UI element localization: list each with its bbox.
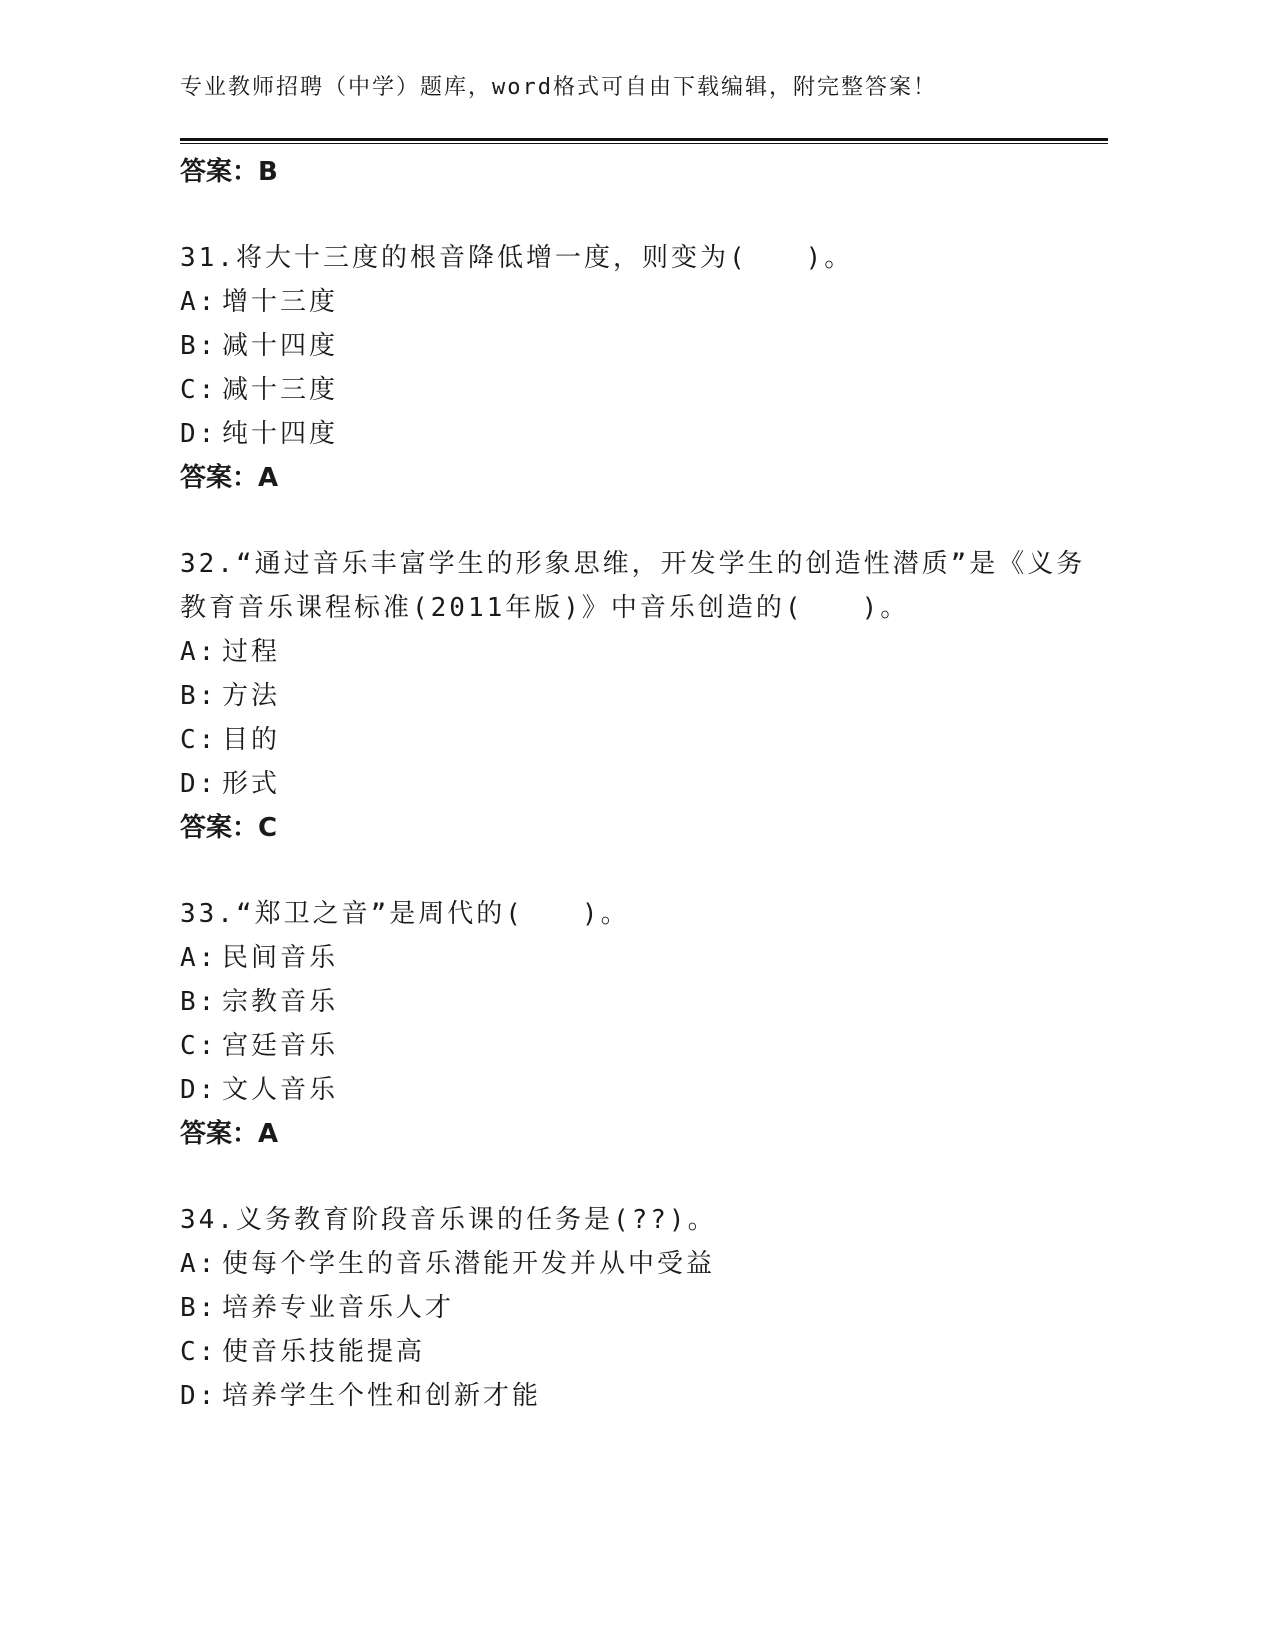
- option-text: 过程: [222, 637, 281, 667]
- option-letter: A:: [180, 637, 218, 667]
- answer-line: 答案：C: [180, 813, 278, 843]
- option-letter: B:: [180, 331, 218, 361]
- option-letter: D:: [180, 769, 218, 799]
- option-text: 宫廷音乐: [222, 1031, 339, 1061]
- previous-answer: 答案：B: [180, 157, 278, 187]
- option-d: [180, 412, 1108, 456]
- option-text: 文人音乐: [222, 1075, 339, 1105]
- option-letter: B:: [180, 987, 218, 1017]
- question-32: [180, 542, 1108, 850]
- question-stem: 34.义务教育阶段音乐课的任务是(??)。: [180, 1205, 717, 1235]
- option-text: 目的: [222, 725, 281, 755]
- option-text: 增十三度: [222, 287, 339, 317]
- option-text: 使音乐技能提高: [222, 1337, 426, 1367]
- option-text: 使每个学生的音乐潜能开发并从中受益: [222, 1249, 716, 1279]
- answer-line: 答案：A: [180, 463, 279, 493]
- option-text: 方法: [222, 681, 281, 711]
- header-rule-thin: [180, 143, 1108, 144]
- page-header: 专业教师招聘（中学）题库，word格式可自由下载编辑，附完整答案！: [180, 75, 937, 100]
- question-list: [180, 150, 1108, 1418]
- option-c: [180, 718, 1108, 762]
- option-d: [180, 762, 1108, 806]
- option-text: 培养学生个性和创新才能: [222, 1381, 542, 1411]
- option-letter: A:: [180, 287, 218, 317]
- option-letter: A:: [180, 1249, 218, 1279]
- option-letter: C:: [180, 725, 218, 755]
- option-text: 培养专业音乐人才: [222, 1293, 455, 1323]
- option-a: [180, 280, 1108, 324]
- option-letter: D:: [180, 1381, 218, 1411]
- option-text: 减十四度: [222, 331, 339, 361]
- option-letter: D:: [180, 1075, 218, 1105]
- question-34: [180, 1198, 1108, 1418]
- option-b: [180, 324, 1108, 368]
- answer-line: 答案：A: [180, 1119, 279, 1149]
- option-b: [180, 1286, 1108, 1330]
- option-letter: B:: [180, 681, 218, 711]
- header-rule-thick: [180, 138, 1108, 141]
- option-letter: C:: [180, 1031, 218, 1061]
- option-text: 形式: [222, 769, 281, 799]
- question-stem: 31.将大十三度的根音降低增一度，则变为( )。: [180, 243, 854, 273]
- option-letter: B:: [180, 1293, 218, 1323]
- option-text: 民间音乐: [222, 943, 339, 973]
- option-b: [180, 674, 1108, 718]
- option-c: [180, 368, 1108, 412]
- option-a: [180, 630, 1108, 674]
- option-a: [180, 936, 1108, 980]
- question-stem: 33.“郑卫之音”是周代的( )。: [180, 899, 630, 929]
- question-33: [180, 892, 1108, 1156]
- option-d: [180, 1374, 1108, 1418]
- option-text: 纯十四度: [222, 419, 339, 449]
- option-d: [180, 1068, 1108, 1112]
- option-c: [180, 1330, 1108, 1374]
- option-c: [180, 1024, 1108, 1068]
- option-letter: D:: [180, 419, 218, 449]
- option-letter: A:: [180, 943, 218, 973]
- option-letter: C:: [180, 1337, 218, 1367]
- option-letter: C:: [180, 375, 218, 405]
- option-text: 减十三度: [222, 375, 339, 405]
- option-text: 宗教音乐: [222, 987, 339, 1017]
- question-stem: 32.“通过音乐丰富学生的形象思维，开发学生的创造性潜质”是《义务教育音乐课程标准(2011年版)》中音乐创造的( )。: [180, 549, 1086, 623]
- option-a: [180, 1242, 1108, 1286]
- option-b: [180, 980, 1108, 1024]
- question-31: [180, 236, 1108, 500]
